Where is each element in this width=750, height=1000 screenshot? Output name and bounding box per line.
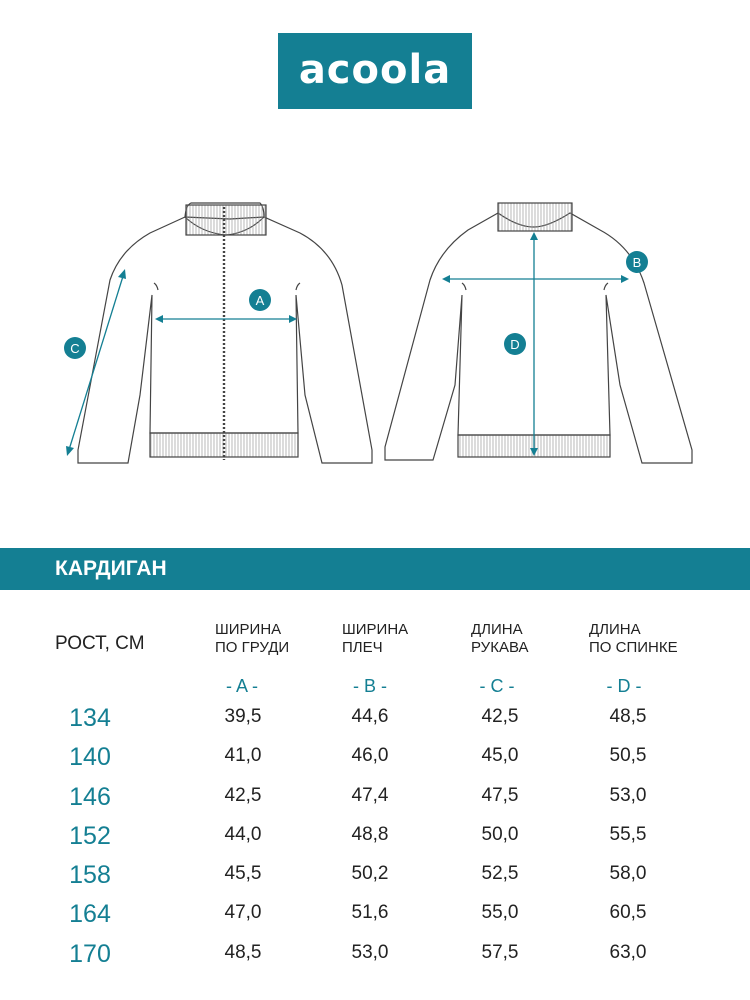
column-header-line: ШИРИНА [215,621,282,638]
column-header-shoulder-width [342,621,408,657]
height-cell: 164 [69,900,111,929]
table-row [0,739,750,778]
back-length-cell: 50,5 [609,745,647,767]
column-header-line: ДЛИНА [589,621,641,638]
chest-width-cell: 47,0 [224,902,262,924]
column-header-back-length [589,621,678,657]
back-length-cell: 63,0 [609,941,647,963]
section-banner [0,548,750,590]
height-cell: 170 [69,939,111,968]
marker-c-label: C [70,341,80,356]
column-header-line: ШИРИНА [342,621,409,638]
column-header-line: ДЛИНА [471,621,523,638]
height-column-header: РОСТ, СМ [55,633,145,654]
table-row [0,936,750,975]
shoulder-width-cell: 46,0 [351,745,389,767]
height-cell: 134 [69,704,111,732]
sleeve-length-cell: 42,5 [481,706,519,727]
shoulder-width-cell: 44,6 [351,706,389,727]
shoulder-width-cell: 50,2 [351,863,389,885]
shoulder-width-cell: 48,8 [351,823,389,845]
chest-width-cell: 44,0 [224,823,262,845]
height-cell: 140 [69,743,111,772]
column-header-line: ПО СПИНКЕ [589,639,678,656]
brand-logo-text: acoola [298,47,452,93]
column-header-line: ПО ГРУДИ [215,639,290,656]
chest-width-cell: 48,5 [224,941,262,963]
chest-width-cell: 45,5 [224,863,262,885]
shoulder-width-cell: 51,6 [351,902,389,924]
marker-d-label: D [510,337,520,352]
table-row [0,818,750,857]
marker-b-label: B [632,255,642,270]
back-length-cell: 53,0 [609,784,647,806]
column-code-d: - D - [606,676,642,696]
cardigan-front-view [78,203,372,463]
back-length-cell: 55,5 [609,823,647,845]
cardigan-back-view [385,203,692,463]
column-code-a: - A - [225,676,258,696]
height-cell: 158 [69,861,111,890]
column-header-sleeve-length [471,621,528,657]
section-title: КАРДИГАН [55,557,167,580]
column-code-c: - C - [479,676,515,696]
table-row [0,700,750,739]
chest-width-cell: 39,5 [224,706,262,727]
sleeve-length-cell: 50,0 [481,823,519,845]
back-length-cell: 58,0 [609,863,647,885]
back-length-cell: 60,5 [609,902,647,924]
table-row [0,896,750,935]
sleeve-length-cell: 47,5 [481,784,519,806]
brand-logo [278,33,472,109]
table-row [0,857,750,896]
height-cell: 152 [69,821,111,850]
sleeve-length-cell: 45,0 [481,745,519,767]
shoulder-width-cell: 53,0 [351,941,389,963]
column-code-b: - B - [353,676,387,696]
cardigan-measurement-diagram [0,195,750,485]
column-header-chest-width [215,621,289,657]
marker-a-label: A [255,293,265,308]
size-table [0,700,750,975]
chest-width-cell: 41,0 [224,745,262,767]
column-header-line: РУКАВА [471,639,529,656]
column-header-line: ПЛЕЧ [342,639,383,656]
back-length-cell: 48,5 [609,706,647,727]
sleeve-length-cell: 57,5 [481,941,519,963]
shoulder-width-cell: 47,4 [351,784,389,806]
sleeve-length-cell: 52,5 [481,863,519,885]
chest-width-cell: 42,5 [224,784,262,806]
height-cell: 146 [69,782,111,811]
sleeve-length-cell: 55,0 [481,902,519,924]
table-row [0,779,750,818]
